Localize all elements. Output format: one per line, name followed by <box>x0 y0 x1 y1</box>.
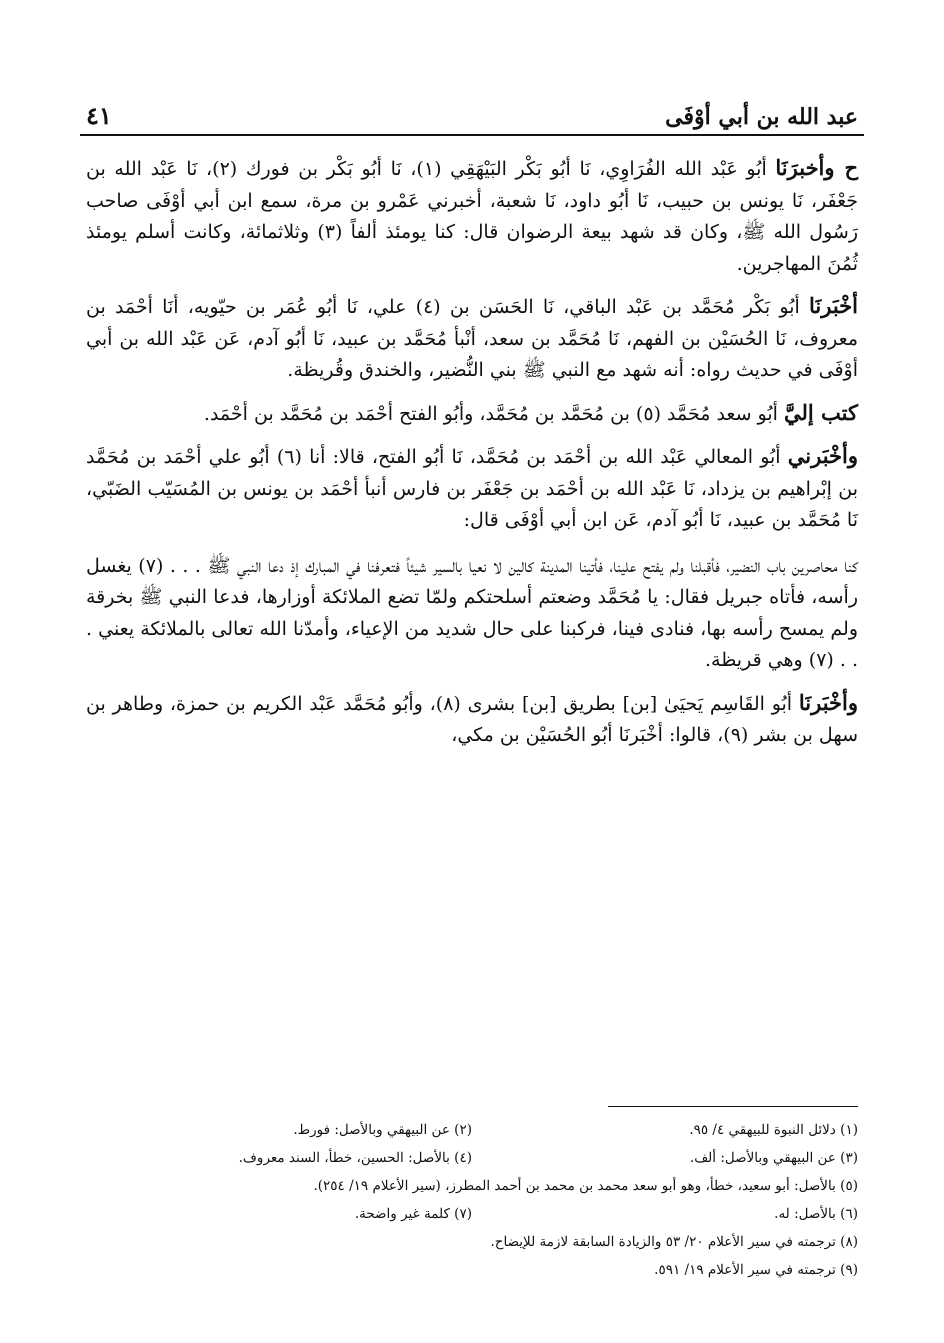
paragraph <box>86 397 858 431</box>
footnote-3: (٣) عن البيهقي وبالأصل: ألف. <box>689 1150 858 1166</box>
footnote-row <box>86 1256 858 1284</box>
paragraph <box>86 440 858 537</box>
page-header <box>86 88 858 130</box>
paragraph-lead: كتب إليَّ <box>783 399 858 425</box>
header-rule <box>80 134 864 136</box>
paragraph-text: كنا محاصرين باب النضير، فأقبلنا ولم يفتح علينا، فأتينا المدينة كالين لا نعيا بالسير شيئاً فتعرفنا في المبارك إذ دعا النبي ﷺ . . . (٧) يغسل رأسه، فأتاه جبريل فقال: يا مُحَمَّد وضعتم أسلحتكم ولمّا تضع الملائكة أوزارها، فدعا النبي ﷺ بخرقة ولم يمسح رأسه بها، فنادى فينا، فركبنا على حال شديد من الإعياء، وأمدّنا الله تعالى بالملائكة يعني . . . (٧) وهي قريظة. <box>86 554 858 671</box>
paragraph <box>86 152 858 280</box>
footnote-5: (٥) بالأصل: أبو سعيد، خطأ، وهو أبو سعد محمد بن محمد بن أحمد المطرز، (سير الأعلام ١٩/ ٢٥٤). <box>313 1178 858 1194</box>
main-text <box>86 152 858 762</box>
paragraph-text: أبُو عَبْد الله الفُرَاوِي، نَا أبُو بَكْر البَيْهَقِي (١)، نَا أبُو بَكْر بن فورك (٢)، نَا عَبْد الله بن جَعْفَر، نَا يونس بن حبيب، نَا أبُو داود، نَا شعبة، أخبرني عَمْرو بن مرة، سمع ابن أبي أوْفَى صاحب رَسُول الله ﷺ، وكان قد شهد بيعة الرضوان قال: كنا يومئذ ألفاً (٣) وثلاثمائة، وكانت أسلم يومئذ ثُمُنَ المهاجرين. <box>86 158 859 275</box>
paragraph <box>86 687 858 752</box>
paragraph-text: أبُو المعالي عَبْد الله بن أحْمَد بن مُحَمَّد، نَا أبُو الفتح، قالا: أنا (٦) أبُو علي أحْمَد بن مُحَمَّد بن إبْراهيم بن يزداد، نَا عَبْد الله بن أحْمَد بن جَعْفَر بن فارس أنبأ أحْمَد بن يونس بن المُسَيّب الضَبّي، نَا مُحَمَّد بن عبيد، نَا أبُو آدم، عَن ابن أبي أوْفَى قال: <box>86 446 858 531</box>
footnotes <box>86 1116 858 1284</box>
footnote-rule <box>608 1106 858 1107</box>
footnote-row <box>86 1200 858 1228</box>
footnote-8: (٨) ترجمته في سير الأعلام ٢٠/ ٥٣ والزيادة السابقة لازمة للإيضاح. <box>490 1234 858 1250</box>
paragraph-lead: وأخْبَرنَا <box>798 689 858 715</box>
page-number: ٤١ <box>86 101 112 130</box>
paragraph-text: أبُو بَكْر مُحَمَّد بن عَبْد الباقي، نَا الحَسَن بن (٤) علي، نَا أبُو عُمَر بن حيّويه، أنَا أحْمَد بن معروف، نَا الحُسَيْن بن الفهم، نَا مُحَمَّد بن سعد، أنْبأ مُحَمَّد بن عبيد، نَا أبُو آدم، عَن عَبْد الله بن أبي أوْفَى في حديث رواه: أنه شهد مع النبي ﷺ بني النُّضير، والخندق وقُريظة. <box>86 296 858 381</box>
footnote-2: (٢) عن البيهقي وبالأصل: فورط. <box>293 1122 472 1138</box>
footnote-row <box>86 1116 858 1144</box>
footnote-row <box>86 1144 858 1172</box>
footnote-6: (٦) بالأصل: له. <box>774 1206 858 1222</box>
paragraph-text: أبُو القَاسِم يَحيَىٰ [بن] بطريق [بن] بشرى (٨)، وأبُو مُحَمَّد عَبْد الكريم بن حمزة، وطاهر بن سهل بن بشر (٩)، قالوا: أخْبَرنَا أبُو الحُسَيْن بن مكي، <box>86 692 858 746</box>
footnote-row <box>86 1228 858 1256</box>
paragraph-lead: أخْبَرنَا <box>809 293 858 318</box>
paragraph <box>86 290 858 387</box>
footnote-1: (١) دلائل النبوة للبيهقي ٤/ ٩٥. <box>689 1122 858 1138</box>
paragraph-lead: وأخْبَرني <box>787 443 858 468</box>
paragraph-text: أبُو سعد مُحَمَّد (٥) بن مُحَمَّد بن مُحَمَّد، وأبُو الفتح أحْمَد بن مُحَمَّد بن أحْمَد. <box>203 402 784 425</box>
quoted-narration <box>86 551 858 677</box>
footnote-7: (٧) كلمة غير واضحة. <box>354 1206 472 1222</box>
footnote-9: (٩) ترجمته في سير الأعلام ١٩/ ٥٩١. <box>654 1262 858 1278</box>
footnote-4: (٤) بالأصل: الحسين، خطأ، السند معروف. <box>238 1150 472 1166</box>
footnote-row <box>86 1172 858 1200</box>
paragraph-lead: ح وأخبرَنَا <box>775 155 859 180</box>
running-title: عبد الله بن أبي أوْفَى <box>665 104 858 130</box>
